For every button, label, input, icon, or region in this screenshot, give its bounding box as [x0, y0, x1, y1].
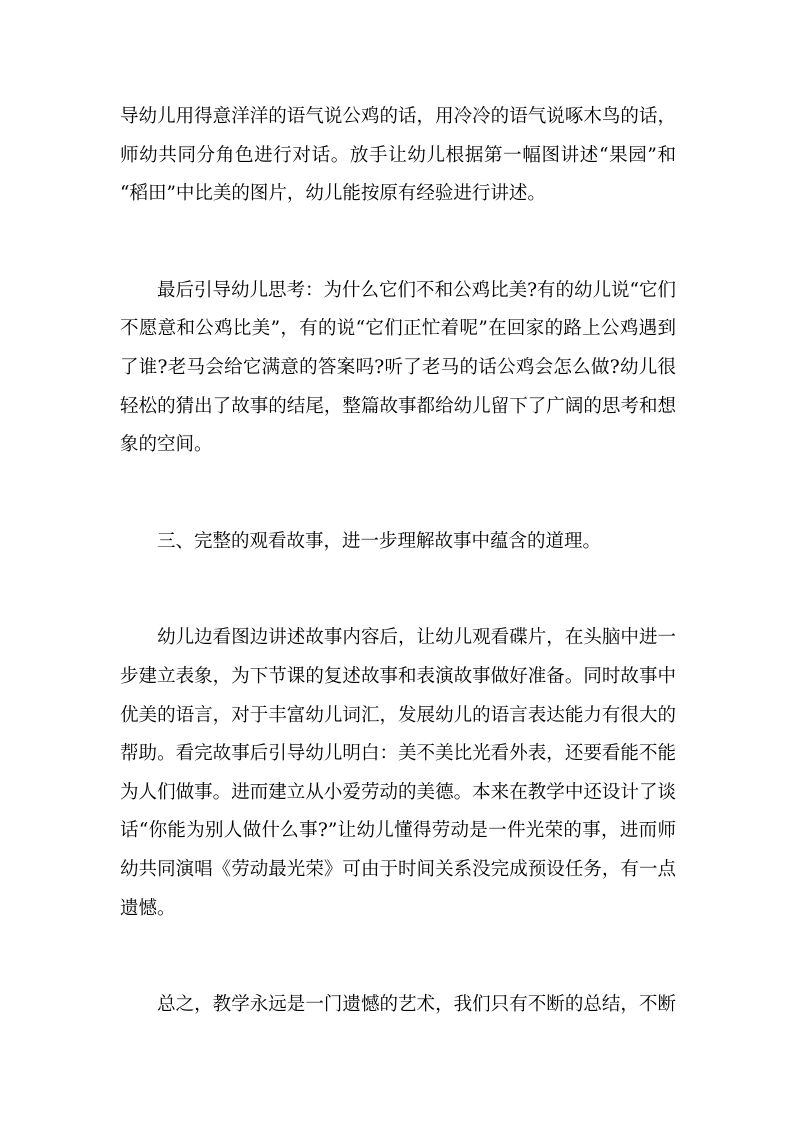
text-line: 总之，教学永远是一门遗憾的艺术，我们只有不断的总结，不断	[120, 994, 676, 1016]
text-line: 幼儿边看图边讲述故事内容后，让幼儿观看碟片，在头脑中进一	[120, 627, 676, 649]
text-line: 最后引导幼儿思考：为什么它们不和公鸡比美?有的幼儿说“它们	[120, 279, 676, 301]
text-line: 轻松的猜出了故事的结尾，整篇故事都给幼儿留下了广阔的思考和想	[120, 395, 676, 417]
text-line: 三、完整的观看故事，进一步理解故事中蕴含的道理。	[120, 530, 602, 552]
text-line: 了谁?老马会给它满意的答案吗?听了老马的话公鸡会怎么做?幼儿很	[120, 356, 676, 378]
text-line: 优美的语言，对于丰富幼儿词汇，发展幼儿的语言表达能力有很大的	[120, 704, 676, 726]
text-line: 象的空间。	[120, 434, 213, 456]
text-line: “稻田”中比美的图片，幼儿能按原有经验进行讲述。	[120, 183, 546, 205]
document-body	[120, 98, 676, 1025]
text-line: 幼共同演唱《劳动最光荣》可由于时间关系没完成预设任务，有一点	[120, 858, 676, 880]
text-line: 不愿意和公鸡比美”，有的说“它们正忙着呢”在回家的路上公鸡遇到	[120, 318, 676, 340]
paragraph-spacer	[120, 465, 676, 523]
paragraph-spacer	[120, 928, 676, 986]
text-line: 导幼儿用得意洋洋的语气说公鸡的话，用冷冷的语气说啄木鸟的话，	[120, 106, 676, 127]
text-line: 为人们做事。进而建立从小爱劳动的美德。本来在教学中还设计了谈	[120, 781, 676, 803]
section-heading-three	[120, 523, 676, 562]
paragraph-watch-video	[120, 619, 676, 928]
paragraph-summary	[120, 986, 676, 1025]
paragraph-spacer	[120, 214, 676, 272]
paragraph-guided-thinking	[120, 272, 676, 465]
paragraph-dialogue-roles	[120, 98, 676, 214]
text-line: 遗憾。	[120, 897, 176, 919]
text-line: 话“你能为别人做什么事?”让幼儿懂得劳动是一件光荣的事，进而师	[120, 820, 676, 842]
text-line: 步建立表象，为下节课的复述故事和表演故事做好准备。同时故事中	[120, 665, 676, 687]
text-line: 师幼共同分角色进行对话。放手让幼儿根据第一幅图讲述“果园”和	[120, 144, 676, 166]
text-line: 帮助。看完故事后引导幼儿明白：美不美比光看外表，还要看能不能	[120, 743, 676, 765]
paragraph-spacer	[120, 561, 676, 619]
